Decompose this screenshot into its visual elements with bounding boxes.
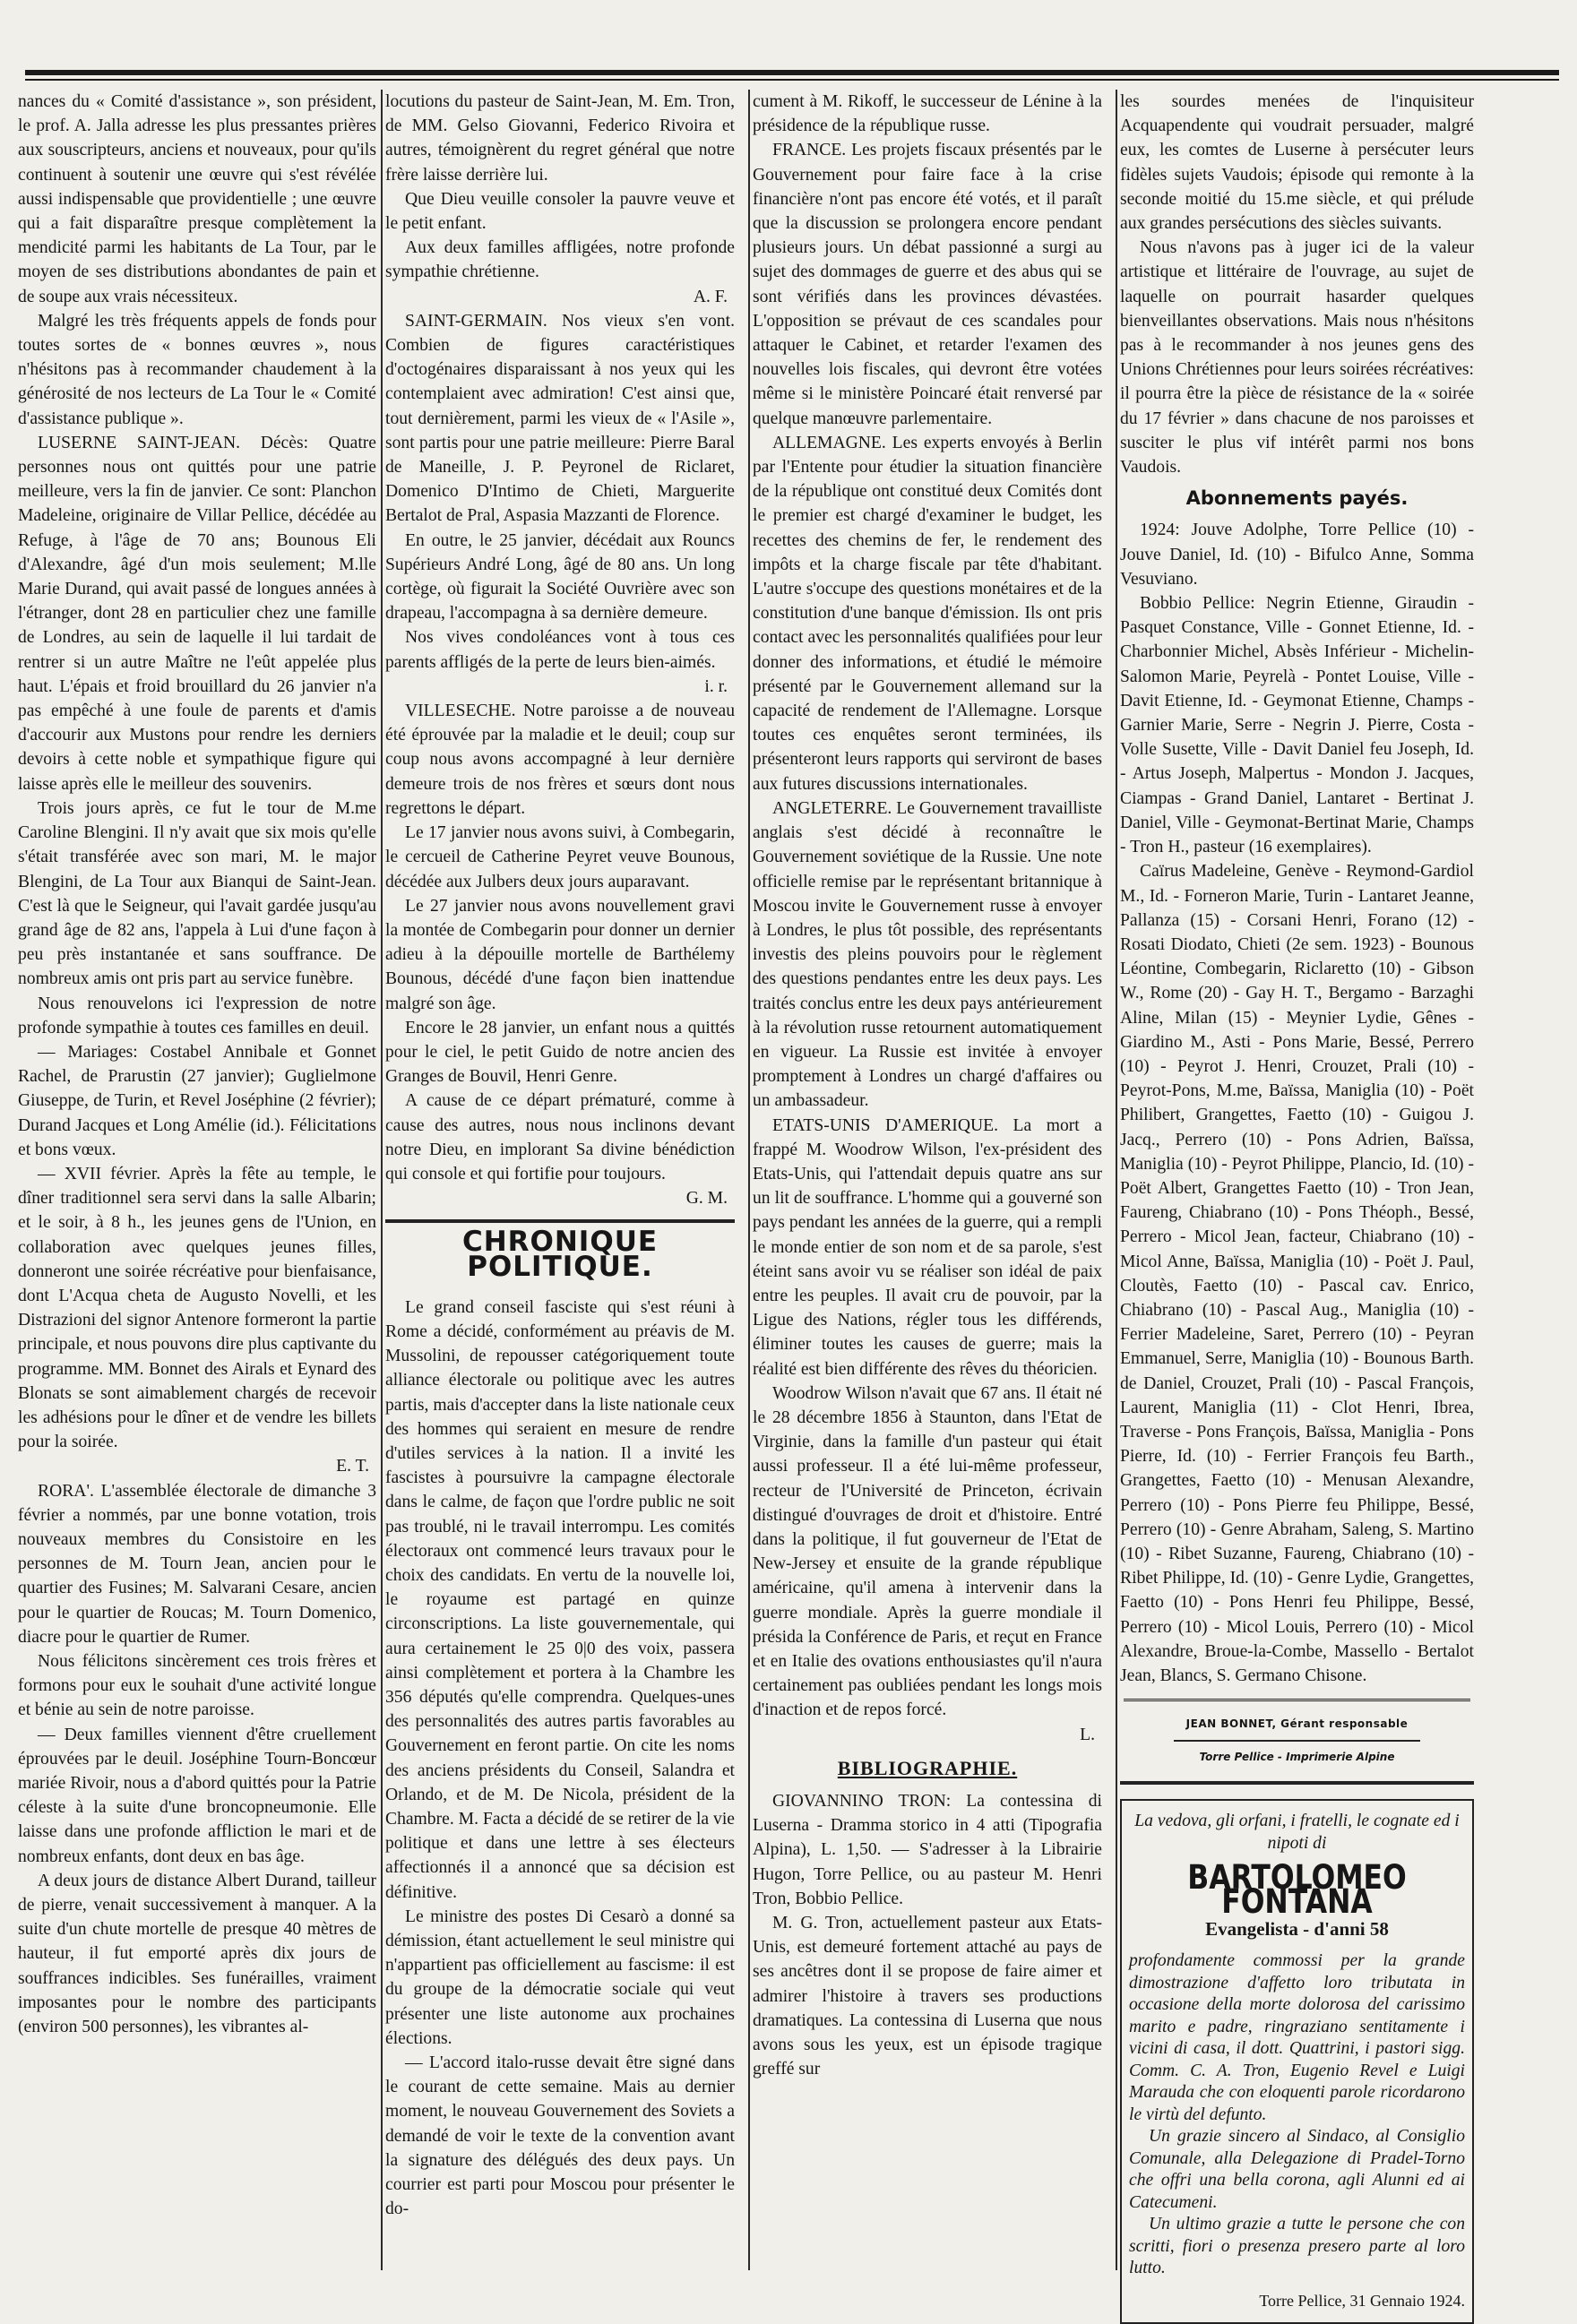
article-paragraph: Le grand conseil fasciste qui s'est réuni à Rome a décidé, conformément au préavis de M. Mussolini, de repousser catégoriquement toute alliance électorale ou politique avec les autres partis, mais d'accepter dans la liste nationale ceux des hommes qui seraient en mesure de rendre d'utiles services à la nation. Il a invité les fascistes à poursuivre la campagne électorale dans le calme, de façon que l'ordre public ne soit pas troublé, ni le travail interrompu. Les comités électoraux ont commencé leurs travaux pour le choix des candidats. En vertu de la nouvelle loi, le royaume est partagé en quinze circonscriptions. La liste gouvernementale, qui aura certainement le 25 0|0 des voix, passera ainsi complètement et portera à la Chambre les 356 députés qu'elle comprendra. Quelques-unes des personnalités des autres partis favorables au Gouvernement en feront partie. On cite les noms des anciens présidents du Conseil, Salandra et Orlando, et de M. De Nicola, président de la Chambre. M. Facta a décidé de se retirer de la vie politique et dans une lettre à ses électeurs affectionnés il a annoncé que sa décision est définitive.	[385, 1297, 735, 1902]
notice-name: BARTOLOMEO FONTANA	[1187, 1857, 1407, 1921]
article-paragraph: — L'accord italo-russe devait être signé dans le courant de cette semaine. Mais au dernier moment, le nouveau Gouvernement des Soviets a demandé de voir le texte de la convention avant la signature des délégués des deux pays. Un courrier est parti pour Moscou pour présenter le do-	[385, 2053, 735, 2219]
article-paragraph: nances du « Comité d'assistance », son président, le prof. A. Jalla adresse les plus pressantes prières aux souscripteurs, anciens et nouveaux, pour qu'ils continuent à soutenir une œuvre qui s'est révélée aussi indispensable que providentielle ; une œuvre qui a fait disparaître presque complètement la mendicité parmi les habitants de La Tour, par le moyen de ses distributions abondantes de pain et de soupe aux vrais nécessiteux.	[18, 92, 376, 306]
column-divider	[1116, 90, 1117, 2270]
article-paragraph: VILLESECHE. Notre paroisse a de nouveau été éprouvée par la maladie et le deuil; coup sur coup nous avons accompagné à leur dernière demeure trois de nos frères et sœurs dont nous regrettons le départ.	[385, 702, 735, 818]
notice-paragraph: profondamente commossi per la grande dimostrazione d'affetto loro tributata in occasione della morte dolorosa del carissimo marito e padre, ringraziano sentitamente i vicini di casa, il dott. Quattrini, i pastori sigg. Comm. C. A. Tron, Eugenio Revel e Luigi Marauda che con eloquenti parole ricordarono le virtù del defunto.	[1129, 1951, 1465, 2124]
column-3	[753, 90, 1102, 2279]
column-4	[1120, 90, 1474, 2310]
footer-rule-thin	[1174, 1740, 1420, 1742]
article-paragraph: A cause de ce départ prématuré, comme à cause des autres, nous nous inclinons devant notre Dieu, en implorant Sa divine bénédiction qui console et qui fortifie pour toujours.	[385, 1091, 735, 1184]
article-paragraph: ALLEMAGNE. Les experts envoyés à Berlin par l'Entente pour étudier la situation financière de la république ont constitué deux Comités dont le premier est chargé d'examiner le budget, les recettes des chemins de fer, le rendement des impôts et la charge fiscale par tête d'habitant. L'autre s'occupe des questions monétaires et de la constitution d'une banque d'émission. Ils ont pris contact avec les personnalités qualifiées pour leur donner des informations, et étudié le mémoire présenté par le Gouvernement allemand sur la capacité de rendement de l'Allemagne. Lorsque toutes ces enquêtes seront terminées, ils présenteront leurs rapports qui serviront de bases aux futures discussions internationales.	[753, 433, 1102, 794]
article-paragraph: Nous renouvelons ici l'expression de notre profonde sympathie à toutes ces familles en deuil.	[18, 994, 376, 1037]
article-paragraph: Bobbio Pellice: Negrin Etienne, Giraudin - Pasquet Constance, Ville - Gonnet Etienne, Id. - Charbonnier Michel, Absès Inférieur - Michelin-Salomon Marie, Peyrelà - Pontet Louise, Ville - Davit Etienne, Id. - Geymonat Etienne, Champs - Garnier Marie, Serre - Negrin J. Pierre, Costa - Volle Susette, Ville - Davit Daniel feu Joseph, Id. - Artus Joseph, Malpertus - Mondon J. Jacques, Ciampas - Grand Daniel, Lantaret - Bertinat J. Daniel, Ville - Geymonat-Bertinat Marie, Champs - Tron H., pasteur (16 exemplaires).	[1120, 594, 1474, 857]
signature: G. M.	[685, 1189, 728, 1209]
article-paragraph: En outre, le 25 janvier, décédait aux Rouncs Supérieurs André Long, âgé de 80 ans. Un long cortège, où figurait la Société Ouvrière avec son drapeau, l'accompagna à sa dernière demeure.	[385, 530, 735, 624]
signature: E. T.	[336, 1457, 369, 1476]
section-heading: Abonnements payés.	[1185, 487, 1409, 510]
article-paragraph: Nos vives condoléances vont à tous ces parents affligés de la perte de leurs bien-aimés.	[385, 628, 735, 672]
article-paragraph: — Mariages: Costabel Annibale et Gonnet Rachel, de Prarustin (27 janvier); Guglielmone Giuseppe, de Turin, et Revel Joséphine (2 février); Durand Jacques et Long Amélie (id.). Félicitations et bons vœux.	[18, 1042, 376, 1159]
article-paragraph: FRANCE. Les projets fiscaux présentés par le Gouvernement pour faire face à la crise financière n'ont pas encore été votés, et il paraît que la discussion se prolongera encore pendant plusieurs jours. Un débat passionné a surgi au sujet des dommages de guerre et des abus qui se sont vérifiés dans les provinces dévastées. L'opposition se prévaut de ces scandales pour attaquer le Cabinet, et retarder l'examen des nouvelles lois fiscales, qui devront être votées même si le ministère Poincaré était renversé par quelque manœuvre parlementaire.	[753, 141, 1102, 428]
column-divider	[381, 90, 383, 2270]
column-1	[18, 90, 376, 2279]
gerant-line: JEAN BONNET, Gérant responsable	[1185, 1717, 1409, 1731]
article-paragraph: M. G. Tron, actuellement pasteur aux Etats-Unis, est demeuré fortement attaché au pays de ses ancêtres dont il se propose de faire aimer et admirer l'histoire à travers ses productions dramatiques. La contessina di Luserna que nous avons sous les yeux, est un épisode tragique greffé sur	[753, 1914, 1102, 2079]
article-paragraph: GIOVANNINO TRON: La contessina di Luserna - Dramma storico in 4 atti (Tipografia Alpina), L. 1,50. — S'adresser à la Librairie Hugon, Torre Pellice, ou au pasteur M. Henri Tron, Bobbio Pellice.	[753, 1792, 1102, 1908]
imprimerie-line: Torre Pellice - Imprimerie Alpine	[1199, 1751, 1395, 1764]
footer-rule	[1124, 1699, 1470, 1701]
signature: L.	[1080, 1725, 1095, 1744]
article-paragraph: — Deux familles viennent d'être cruellement éprouvées par le deuil. Joséphine Tourn-Boncœur mariée Rivoir, nous a d'abord quittés pour la Patrie céleste à la suite d'une broncopneumonie. Elle laisse dans une profonde affliction le mari et de nombreux enfants, dont deux en bas âge.	[18, 1725, 376, 1866]
article-paragraph: Nous félicitons sincèrement ces trois frères et formons pour eux le souhait d'une activité longue et bénie au sein de notre paroisse.	[18, 1652, 376, 1720]
notice-body	[1129, 1950, 1465, 2280]
notice-intro: La vedova, gli orfani, i fratelli, le cognate ed i nipoti di	[1134, 1811, 1460, 1853]
article-paragraph: les sourdes menées de l'inquisiteur Acquapendente qui voudrait persuader, malgré eux, les comtes de Luserne à persécuter leurs fidèles sujets Vaudois; épisode qui remonte à la seconde moitié du 15.me siècle, et qui prélude aux grandes persécutions des siècles suivants.	[1120, 92, 1474, 234]
notice-subtitle: Evangelista - d'anni 58	[1205, 1918, 1389, 1941]
article-paragraph: Que Dieu veuille consoler la pauvre veuve et le petit enfant.	[385, 189, 735, 234]
signature: A. F.	[693, 287, 728, 306]
article-paragraph: 1924: Jouve Adolphe, Torre Pellice (10) - Jouve Daniel, Id. (10) - Bifulco Anne, Somma Vesuviano.	[1120, 521, 1474, 589]
notice-rule	[1120, 1781, 1474, 1785]
article-paragraph: A deux jours de distance Albert Durand, tailleur de pierre, venait successivement à manquer. A la suite d'un chute mortelle de presque 40 mètres de hauteur, il fut emporté après dix jours de souffrances indicibles. Ses funérailles, vraiment imposantes pour le nombre des participants (environ 500 personnes), les vibrantes al-	[18, 1871, 376, 2037]
signature: i. r.	[704, 676, 728, 696]
article-paragraph: Le ministre des postes Di Cesarò a donné sa démission, étant actuellement le seul ministre qui n'appartient pas officiellement au fascisme: il est du groupe de la démocratie sociale qui veut présenter une liste autonome aux prochaines élections.	[385, 1907, 735, 2048]
article-paragraph: Trois jours après, ce fut le tour de M.me Caroline Blengini. Il n'y avait que six mois qu'elle s'était transférée avec son mari, M. le major Blengini, de La Tour aux Bianqui de Saint-Jean. C'est là que le Seigneur, qui l'avait gardée jusqu'au grand âge de 82 ans, l'appela à Lui d'une façon à peu près instantanée et sans souffrance. De nombreux amis ont pris part au service funèbre.	[18, 798, 376, 989]
section-heading: CHRONIQUE POLITIQUE.	[385, 1219, 735, 1282]
masthead-rule-thin	[25, 79, 1559, 81]
notice-paragraph: Un ultimo grazie a tutte le persone che con scritti, fiori o presenza presero parte al loro lutto.	[1129, 2215, 1465, 2278]
article-paragraph: locutions du pasteur de Saint-Jean, M. Em. Tron, de MM. Gelso Giovanni, Federico Rivoira et autres, témoignèrent du regret général que notre frère laisse derrière lui.	[385, 92, 735, 185]
article-paragraph: ANGLETERRE. Le Gouvernement travailliste anglais s'est décidé à reconnaître le Gouvernement soviétique de la Russie. Une note officielle remise par le représentant britannique à Moscou invite le Gouvernement russe à envoyer à Londres, le plus tôt possible, des représentants investis des pleins pouvoirs pour le règlement des questions pendantes entre les deux pays. Les traités conclus entre les deux pays antérieurement à la révolution russe retournent automatiquement en vigueur. La Russie est invitée à envoyer promptement à Londres un chargé d'affaires ou un ambassadeur.	[753, 798, 1102, 1111]
article-paragraph: LUSERNE SAINT-JEAN. Décès: Quatre personnes nous ont quittés pour une patrie meilleure, vers la fin de janvier. Ce sont: Planchon Madeleine, originaire de Villar Pellice, décédée au Refuge, à l'âge de 70 ans; Bounous Eli d'Alexandre, âgé d'un mois seulement; M.lle Marie Durand, qui avait passé de longues années à l'étranger, dont 28 en particulier chez une famille de Londres, au sein de laquelle il lui tardait de rentrer si un autre Maître ne l'eût appelée plus haut. L'épais et froid brouillard du 26 janvier n'a pas empêché à une foule de parents et d'amis d'accourir aux Mustons pour rendre les derniers devoirs à cette noble et sympathique figure qui laisse après elle le meilleur des souvenirs.	[18, 433, 376, 794]
article-paragraph: — XVII février. Après la fête au temple, le dîner traditionnel sera servi dans la salle Albarin; et le soir, à 8 h., les jeunes gens de l'Union, en collaboration avec quelques jeunes filles, donneront une soirée récréative pour bienfaisance, dont L'Acqua cheta de Augusto Novelli, et les Distrazioni del signor Antenore formeront la partie principale, et nous pouvons dire plus captivante du programme. MM. Bonnet des Airals et Eynard des Blonats se sont aimablement chargés de recevoir les adhésions pour le dîner et de vendre les billets pour la soirée.	[18, 1164, 376, 1452]
col4-articles	[1120, 90, 1474, 1688]
death-notice	[1120, 1799, 1474, 2324]
section-heading: BIBLIOGRAPHIE.	[837, 1756, 1018, 1779]
article-paragraph: Nous n'avons pas à juger ici de la valeur artistique et littéraire de l'ouvrage, au sujet de laquelle on pourrait hasarder quelques bienveillantes observations. Mais nous n'hésitons pas à le recommander à nos jeunes gens des Unions Chrétiennes pour leurs soirées récréatives: il pourra être la pièce de résistance de la « soirée du 17 février » dans chacune de nos paroisses et susciter le plus vif intérêt parmi nos bons Vaudois.	[1120, 238, 1474, 478]
column-2	[385, 90, 735, 2279]
article-paragraph: cument à M. Rikoff, le successeur de Lénine à la présidence de la république russe.	[753, 92, 1102, 136]
article-paragraph: ETATS-UNIS D'AMERIQUE. La mort a frappé M. Woodrow Wilson, l'ex-président des Etats-Unis, qui l'attendait depuis quatre ans sur un lit de souffrance. L'homme qui a gouverné son pays pendant les années de la guerre, qui a rempli le monde entier de son nom et de sa parole, s'est éteint sans avoir vu se réaliser son idéal de paix entre les peuples. Il avait cru de pouvoir, par la Ligue des Nations, régler tous les différends, éliminer toutes les causes de guerre; mais la réalité est bien différente des rêves du théoricien.	[753, 1115, 1102, 1379]
article-paragraph: RORA'. L'assemblée électorale de dimanche 3 février a nommés, par une bonne votation, trois nouveaux membres du Consistoire en les personnes de M. Tourn Jean, ancien pour le quartier des Fusines; M. Salvarani Cesare, ancien pour le quartier de Roucas; M. Tourn Domenico, diacre pour le quartier de Rumer.	[18, 1481, 376, 1647]
notice-paragraph: Un grazie sincero al Sindaco, al Consiglio Comunale, alla Delegazione di Pradel-Torno che offri una bella corona, agli Alunni ed ai Catecumeni.	[1129, 2127, 1465, 2212]
article-paragraph: Caïrus Madeleine, Genève - Reymond-Gardiol M., Id. - Forneron Marie, Turin - Lantaret Jeanne, Pallanza (15) - Corsani Henri, Forano (12) - Rosati Diodato, Chieti (2e sem. 1923) - Bounous Léontine, Combegarin, Riclaretto (10) - Gibson W., Rome (20) - Gay H. T., Bergamo - Barzaghi Aline, Milan (15) - Meynier Lydie, Gênes - Giardino M., Asti - Pons Marie, Bessé, Perrero (10) - Peyrot J. Henri, Crouzet, Prali (10) - Peyrot-Pons, M.me, Baïssa, Maniglia (10) - Poët Philibert, Grangettes, Faetto (10) - Guigou J. Jacq., Perrero (10) - Pons Adrien, Baïssa, Maniglia (10) - Peyrot Philippe, Plancio, Id. (10) - Poët Albert, Grangettes Faetto (10) - Tron Jean, Faureng, Chiabrano (10) - Pons Théoph., Bessé, Perrero - Micol Jean, facteur, Chiabrano (10) - Micol Anne, Baïssa, Maniglia (10) - Poët J. Paul, Cloutès, Faetto (10) - Pascal cav. Enrico, Chiabrano (10) - Pascal Aug., Maniglia (10) - Ferrier Madeleine, Saret, Perrero (10) - Peyran Emmanuel, Serre, Maniglia (10) - Bounous Barth. de Daniel, Crouzet, Prali (10) - Pascal François, Laurent, Maniglia (11) - Clot Henri, Ibrea, Traverse - Pons François, Baïssa, Maniglia - Pons Pierre, Id. (10) - Ferrier François feu Barth., Grangettes, Faetto (10) - Menusan Alexandre, Perrero (10) - Pons Pierre feu Philippe, Bessé, Perrero (10) - Genre Abraham, Saleng, S. Martino (10) - Ribet Suzanne, Faureng, Chiabrano (10) - Ribet Philippe, Id. (10) - Genre Lydie, Grangettes, Faetto (10) - Pons Henri feu Philippe, Bessé, Perrero (10) - Micol Louis, Perrero (10) - Micol Alexandre, Broue-la-Combe, Massello - Bertalot Jean, Blancs, S. Germano Chisone.	[1120, 862, 1474, 1685]
article-paragraph: SAINT-GERMAIN. Nos vieux s'en vont. Combien de figures caractéristiques d'octogénaires disparaissant à nos yeux qui les contemplaient avec admiration! C'est ainsi que, tout dernièrement, parmi les vieux de « l'Asile », sont partis pour une patrie meilleure: Pierre Baral de Maneille, J. P. Peyronel de Riclaret, Domenico D'Intimo de Chieti, Marguerite Bertalot de Pral, Aspasia Mazzanti de Florence.	[385, 311, 735, 526]
article-paragraph: Le 17 janvier nous avons suivi, à Combegarin, le cercueil de Catherine Peyret veuve Bounous, décédée aux Julbers deux jours auparavant.	[385, 823, 735, 891]
notice-date: Torre Pellice, 31 Gennaio 1924.	[1259, 2291, 1465, 2310]
article-paragraph: Woodrow Wilson n'avait que 67 ans. Il était né le 28 décembre 1856 à Staunton, dans l'Etat de Virginie, dans la famille d'un pasteur qui était aussi professeur. Il a été lui-même professeur, recteur de l'Université de Princeton, écrivain distingué d'ouvrages de droit et d'histoire. Entré dans la politique, il fut gouverneur de l'Etat de New-Jersey et ensuite de la grande république américaine, qu'il amena à intervenir dans la guerre mondiale. Après la guerre mondiale il présida la Conférence de Paris, et reçut en France et en Italie des ovations enthousiastes qu'il n'aura certainement pas oubliées pendant les longs mois d'inaction et de repos forcé.	[753, 1383, 1102, 1720]
masthead-rule	[25, 70, 1559, 75]
article-paragraph: Le 27 janvier nous avons nouvellement gravi la montée de Combegarin pour donner un dernier adieu à la dépouille mortelle de Barthélemy Bounous, décédé d'une façon bien inattendue malgré son âge.	[385, 896, 735, 1013]
column-divider	[748, 90, 750, 2270]
article-paragraph: Encore le 28 janvier, un enfant nous a quittés pour le ciel, le petit Guido de notre ancien des Granges de Bouvil, Henri Genre.	[385, 1018, 735, 1087]
article-paragraph: Aux deux familles affligées, notre profonde sympathie chrétienne.	[385, 238, 735, 282]
article-paragraph: Malgré les très fréquents appels de fonds pour toutes sortes de « bonnes œuvres », nous n'hésitons pas à recommander chaudement à la générosité de nos lecteurs de La Tour le « Comité d'assistance publique ».	[18, 311, 376, 428]
